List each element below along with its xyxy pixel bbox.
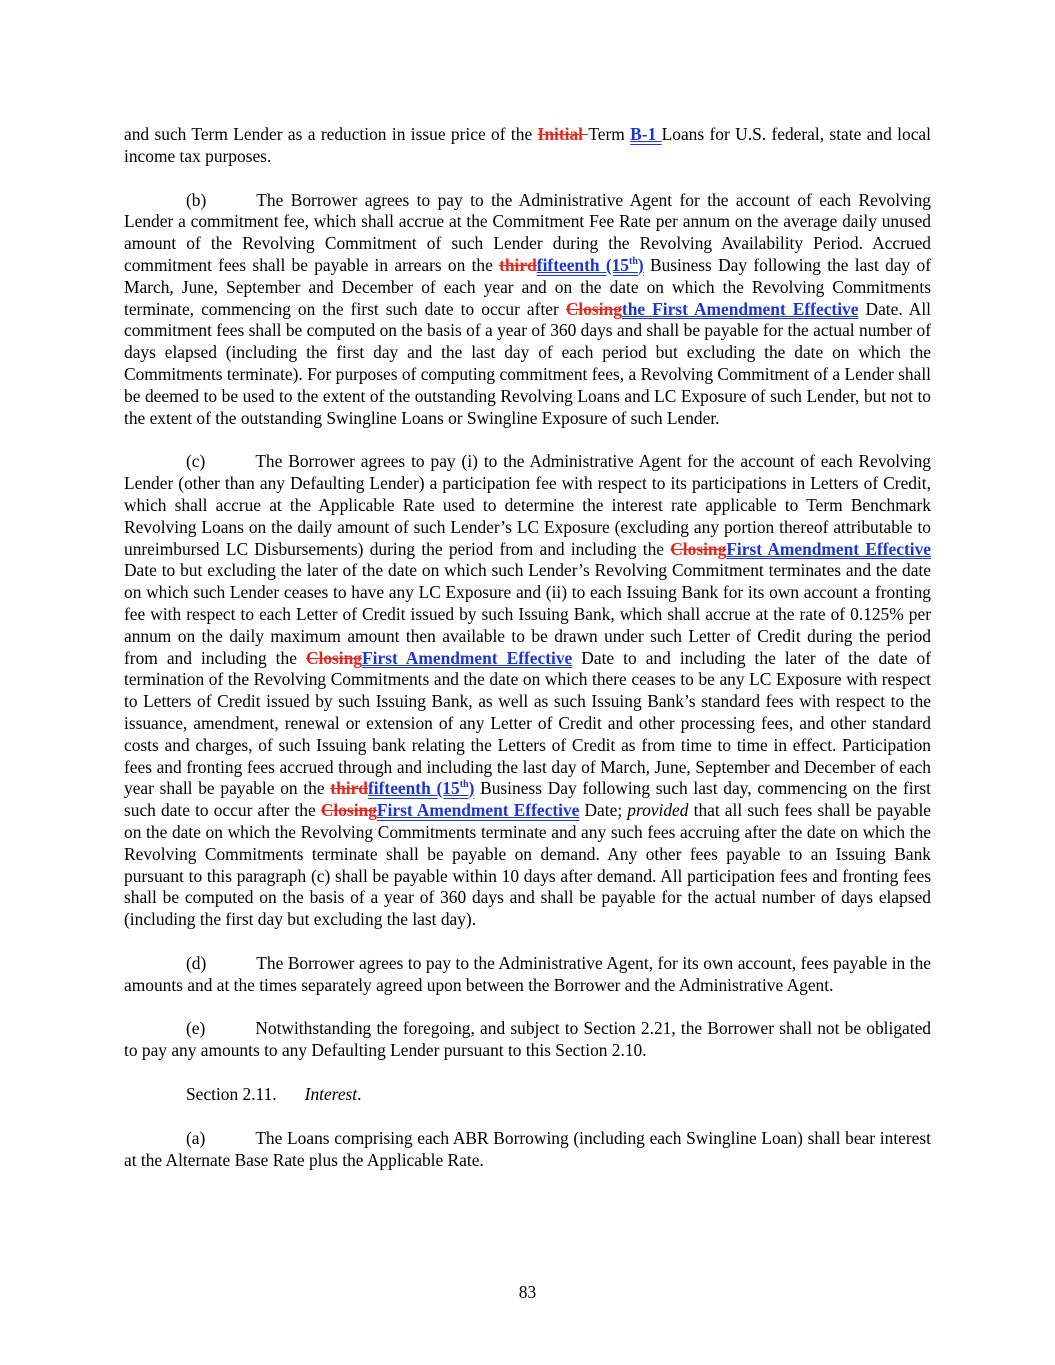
paragraph-label: (a) — [186, 1127, 206, 1148]
section-heading: Section 2.11. Interest. — [186, 1084, 362, 1105]
paragraph-label: (c) — [186, 451, 206, 472]
inserted-text: B-1 — [630, 124, 662, 144]
text: Date to but excluding the later of the date on which such Lender’s Revolving Commitment terminates and the date on which such Lender ceases to have any LC Exposure and (ii) to each Issuing Bank for its own account a fronting fee with respect to each Letter of Credit issued by such Issuing Bank, which shall accrue at the rate of 0.125% per annum on the daily maximum amount then available to be drawn under such Letter of Credit during the period from and including the — [124, 560, 931, 668]
paragraph-continuation — [124, 124, 931, 168]
inserted-text: fifteenth (15th) — [367, 778, 475, 799]
paragraph-label: (d) — [186, 952, 207, 973]
paragraph-c — [124, 451, 931, 931]
page-number: 83 — [518, 1282, 537, 1302]
text: Loans for U.S. federal, state and local income tax purposes. — [124, 124, 931, 166]
text: Term — [588, 124, 631, 144]
section-title: Interest — [304, 1084, 358, 1105]
deleted-text: Closing — [670, 538, 727, 559]
paragraph-label: (e) — [186, 1018, 206, 1039]
text: Date to and including the later of the date of termination of the Revolving Commitments and the date on which there ceases to be any LC Exposure with respect to Letters of Credit issued by such Issuing Bank, as well as such Issuing Bank’s standard fees with respect to the issuance, amendment, renewal or extension of any Letter of Credit and other processing fees, and other standard costs and charges, of such Issuing bank relating the Letters of Credit as from time to time in effect. Participation fees and fronting fees accrued through and including the last day of March, June, September and December of each year shall be payable on the — [124, 647, 932, 799]
italic-text: provided — [627, 800, 689, 821]
text: The Borrower agrees to pay (i) to the Administrative Agent for the account of each Revolving Lender (other than any Defaulting Lender) a participation fee with respect to its participations in Letters of Credit, which shall accrue at the Applicable Rate used to determine the interest rate applicable to Term Benchmark Revolving Loans on the daily amount of such Lender’s LC Exposure (excluding any portion thereof attributable to unreimbursed LC Disbursements) during the period from and including the — [124, 451, 931, 559]
paragraph-b — [124, 190, 931, 430]
text: Notwithstanding the foregoing, and subject to Section 2.21, the Borrower shall not be obligated to pay any amounts to any Defaulting Lender pursuant to this Section 2.10. — [124, 1018, 931, 1061]
text: and such Term Lender as a reduction in issue price of the — [124, 124, 538, 144]
document-body — [124, 124, 931, 1193]
inserted-text: fifteenth (15th) — [536, 254, 644, 275]
text: Business Day following the last day of March, June, September and December of each year and on the date on which the Revolving Commitments terminate, commencing on the first such date to occur after — [124, 254, 932, 319]
deleted-text: Closing — [320, 800, 377, 821]
text: Date. All commitment fees shall be computed on the basis of a year of 360 days and shall be payable for the actual number of days elapsed (including the first day and the last day of each period but excluding the date on which the Commitments terminate). For purposes of computing commitment fees, a Revolving Commitment of a Lender shall be deemed to be used to the extent of the outstanding Revolving Loans and LC Exposure of such Lender, but not to the extent of the outstanding Swingline Loans or Swingline Exposure of such Lender. — [124, 298, 931, 428]
text: The Loans comprising each ABR Borrowing (including each Swingline Loan) shall bear interest at the Alternate Base Rate plus the Applicable Rate. — [124, 1127, 931, 1170]
deleted-text: Initial — [537, 124, 589, 144]
inserted-text: First Amendment Effective — [726, 538, 931, 559]
deleted-text: Closing — [565, 298, 622, 319]
section-number: Section 2.11. — [186, 1084, 277, 1105]
text: The Borrower agrees to pay to the Administrative Agent, for its own account, fees payable in the amounts and at the times separately agreed upon between the Borrower and the Administrative Agent. — [124, 952, 931, 995]
text: The Borrower agrees to pay to the Administrative Agent for the account of each Revolving Lender a commitment fee, which shall accrue at the Commitment Fee Rate per annum on the average daily unused amount of the Revolving Commitment of such Lender during the Revolving Availability Period. Accrued commitment fees shall be payable in arrears on the — [124, 189, 931, 275]
paragraph-d — [124, 953, 931, 997]
deleted-text: Closing — [305, 647, 363, 668]
deleted-text: third — [330, 778, 368, 799]
text: that all such fees shall be payable on the date on which the Revolving Commitments terminate and any such fees accruing after the date on which the Revolving Commitments terminate shall be payable on demand. Any other fees payable to an Issuing Bank pursuant to this paragraph (c) shall be payable within 10 days after demand. All participation fees and fronting fees shall be computed on the basis of a year of 360 days and shall be payable for the actual number of days elapsed (including the first day but excluding the last day). — [124, 800, 932, 930]
text: Business Day following such last day, commencing on the first such date to occur after the — [124, 778, 931, 821]
inserted-text: First Amendment Effective — [376, 800, 580, 821]
paragraph-a — [124, 1128, 931, 1172]
paragraph-e — [124, 1018, 931, 1062]
text: Date; — [579, 800, 628, 821]
paragraph-label: (b) — [186, 189, 207, 210]
inserted-text: the First Amendment Effective — [621, 298, 859, 319]
deleted-text: third — [499, 254, 537, 275]
inserted-text: First Amendment Effective — [362, 647, 573, 668]
